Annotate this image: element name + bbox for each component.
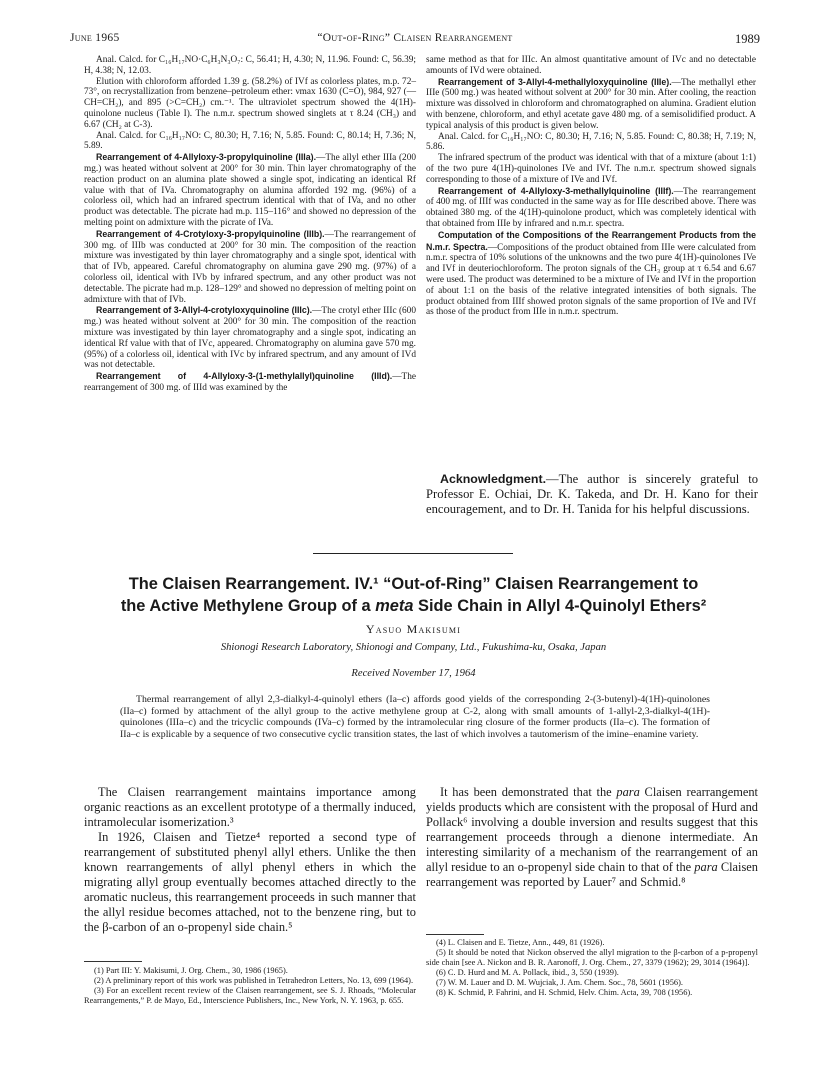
- section-heading: Rearrangement of 4-Crotyloxy-3-propylquinoline (IIIb).: [96, 228, 325, 239]
- paragraph: Rearrangement of 4-Crotyloxy-3-propylquinoline (IIIb).—The rearrangement of 300 mg. of IIIb was conducted at 200° for 30 min. The composition of the reaction mixture was investigated by thin layer chromatography and a single spot, identical with that of IVb, appeared. Careful chromatography on alumina gave 290 mg. (97%) of a colorless oil, identical with IVb by infrared spectrum, and any other product was not detectable. The picrate had m.p. 128–129° and showed no depression of melting point on admixture with that of IVb.: [84, 228, 416, 305]
- author-affiliation: Shionogi Research Laboratory, Shionogi and Company, Ltd., Fukushima-ku, Osaka, Japan: [220, 642, 607, 653]
- paragraph: The infrared spectrum of the product was identical with that of a mixture (about 1:1) of the two pure 4(1H)-quinolones IVe and IVf. The n.m.r. spectrum showed signals corresponding to those of a mixture of IVe and IVf.: [426, 153, 756, 185]
- paragraph: It has been demonstrated that the para Claisen rearrangement yields products which are consistent with the proposal of Hurd and Pollack⁶ involving a double inversion and results suggest that this rearrangement proceeds through a dienone intermediate. An interesting similarity of a mechanism of the rearrangement of an allyl residue to an o-propenyl side chain to that of the para Claisen rearrangement was reported by Lauer⁷ and Schmid.⁸: [426, 785, 759, 889]
- paragraph: Rearrangement of 4-Allyloxy-3-methallylquinoline (IIIf).—The rearrangement of 400 mg. of IIIf was conducted in the same way as for IIIe described above. There was obtained 380 mg. of the 4(1H)-quinolone product, which was completely identical with that obtained from IIIe by infrared and n.m.r. spectra.: [426, 185, 756, 229]
- experimental-column-right: [426, 55, 756, 318]
- paragraph: Anal. Calcd. for C₁₆H₁₇NO: C, 80.30; H, 7.16; N, 5.85. Found: C, 80.14; H, 7.36; N, 5.89.: [84, 130, 416, 152]
- running-header: [70, 32, 760, 48]
- footnote: (8) K. Schmid, P. Fahrini, and H. Schmid, Helv. Chim. Acta, 39, 708 (1956).: [436, 987, 693, 997]
- page-number: 1989: [735, 32, 760, 46]
- paragraph: In 1926, Claisen and Tietze⁴ reported a second type of rearrangement of substituted phenyl allyl ethers. Unlike the then known rearrangements of allyl phenyl ethers in which the migrating allyl group eventually becomes attached directly to the aromatic nucleus, this rearrangement proceeds in such manner that the allyl residue becomes attached, not to the benzene ring, but to the β-carbon of an o-propenyl side chain.⁵: [84, 830, 416, 934]
- section-divider: [313, 553, 513, 554]
- header-date: June 1965: [70, 32, 120, 44]
- footnote: (6) C. D. Hurd and M. A. Pollack, ibid., 3, 550 (1939).: [436, 967, 619, 977]
- section-heading: Rearrangement of 3-Allyl-4-crotyloxyquinoline (IIIc).: [96, 305, 313, 316]
- paragraph: Anal. Calcd. for C₁₆H₁₇NO: C, 80.30; H, 7.16; N, 5.85. Found: C, 80.38; H, 7.19; N, 5.86.: [426, 131, 756, 153]
- footnotes-left: [84, 966, 416, 1006]
- footnote: (2) A preliminary report of this work was published in Tetrahedron Letters, No. 13, 699 (1964).: [94, 975, 414, 985]
- section-heading: Rearrangement of 3-Allyl-4-methallyloxyquinoline (IIIe).: [438, 76, 672, 87]
- paragraph: Anal. Calcd. for C₁₆H₁₇NO·C₆H₃N₃O₇: C, 56.41; H, 4.30; N, 11.96. Found: C, 56.39; H, 4.38; N, 12.03.: [84, 55, 416, 76]
- footnote: (1) Part III: Y. Makisumi, J. Org. Chem., 30, 1986 (1965).: [94, 966, 288, 975]
- section-heading: Computation of the Compositions of the Rearrangement Products from the N.m.r. Spectra.: [426, 229, 756, 252]
- paragraph: Computation of the Compositions of the Rearrangement Products from the N.m.r. Spectra.—Compositions of the product obtained from IIIe were calculated from n.m.r. spectra of 10% solutions of the unknowns and the two pure 4(1H)-quinolones IVe and IVf in deuteriochloroform. The proton signals of the CH₃ group at τ 6.54 and 6.67 were used. The product was determined to be a mixture of IVe and IVf in the proportion of about 1:1 on the basis of the relative integrated intensities of both signals. The product obtained from IIIf showed proton signals of the same proportion of IVe and IVf as those of the product from IIIe in n.m.r. spectrum.: [426, 229, 757, 318]
- paragraph: The Claisen rearrangement maintains importance among organic reactions as an excellent prototype of a thermally induced, intramolecular isomerization.³: [84, 785, 416, 829]
- author-name: Yasuo Makisumi: [365, 622, 462, 636]
- received-date: Received November 17, 1964: [351, 668, 476, 679]
- header-running-title: “Out-of-Ring” Claisen Rearrangement: [317, 32, 513, 44]
- footnote: (4) L. Claisen and E. Tietze, Ann., 449, 81 (1926).: [436, 938, 605, 947]
- experimental-column-left: [84, 55, 416, 394]
- section-heading: Rearrangement of 4-Allyloxy-3-methallylquinoline (IIIf).: [438, 185, 674, 196]
- footnote-rule: [426, 934, 484, 935]
- body-column-right: [426, 785, 758, 890]
- paragraph: Rearrangement of 4-Allyloxy-3-propylquinoline (IIIa).—The allyl ether IIIa (200 mg.) was heated without solvent at 200° for 30 min. Thin layer chromatography of the reaction product on an alumina plate showed a single spot, indicating an identical Rf value with that of IVa. Chromatography on alumina afforded 192 mg. (96%) of a colorless oil, which had an infrared spectrum identical with that of IVa, and no other product was detectable. The picrate had m.p. 115–116° and showed no depression of the melting point on admixture with the picrate of IVa.: [84, 152, 416, 228]
- paragraph: Rearrangement of 3-Allyl-4-crotyloxyquinoline (IIIc).—The crotyl ether IIIc (600 mg.) was heated without solvent at 200° for 30 min. The composition of the reaction mixture was investigated by thin layer chromatography and a single spot, indicating an identical Rf value with that of IVc, appeared. Chromatography on alumina gave 570 mg. (95%) of a colorless oil, identical with IVc by infrared spectrum, and any amount of IVd was not detectable.: [84, 305, 416, 371]
- footnote: (5) It should be noted that Nickon observed the allyl migration to the β-carbon of a p-propenyl side chain [see A. Nickon and B. R. Aaronoff, J. Org. Chem., 27, 3379 (1962); 29, 3014 (1964)].: [426, 947, 758, 967]
- footnote: (7) W. M. Lauer and D. M. Wujciak, J. Am. Chem. Soc., 78, 5601 (1956).: [436, 977, 684, 987]
- paragraph: same method as that for IIIc. An almost quantitative amount of IVc and no detectable amounts of IVd were obtained.: [426, 55, 756, 76]
- abstract: Thermal rearrangement of allyl 2,3-dialkyl-4-quinolyl ethers (Ia–c) affords good yields of the corresponding 2-(3-butenyl)-4(1H)-quinolones (IIa–c) formed by attachment of the allyl group to the active methylene group at C-2, along with small amounts of 1-allyl-2,3-dialkyl-4(1H)-quinolones (IIIa–c) and the tricyclic compounds (IVa–c) formed by the intramolecular ring closure of the former products (IIa–c). The formation of IIa–c is explicable by a sequence of two consecutive cyclic transition states, the last of which involves a tautomerism of the imine–enamine variety.: [120, 694, 710, 740]
- acknowledgment-heading: Acknowledgment.: [440, 472, 547, 486]
- section-heading: Rearrangement of 4-Allyloxy-3-propylquinoline (IIIa).: [96, 152, 317, 163]
- section-heading: Rearrangement of 4-Allyloxy-3-(1-methylallyl)quinoline (IIId).: [96, 371, 393, 382]
- paragraph: Elution with chloroform afforded 1.39 g. (58.2%) of IVf as colorless plates, m.p. 72–73°, on recrystallization from benzene–petroleum ether: νmax 1630 (C=O), 984, 927 (—CH=CH₂), and 895 (>C=CH₂) cm.⁻¹. The ultraviolet spectrum showed the 4(1H)-quinolone nucleus (Table I). The n.m.r. spectrum showed singlets at τ 8.24 (CH₃) and 6.67 (CH₂ at C-3).: [84, 76, 416, 130]
- footnotes-right: [426, 938, 758, 997]
- footnote: (3) For an excellent recent review of the Claisen rearrangement, see S. J. Rhoads, “Molecular Rearrangements,” P. de Mayo, Ed., Interscience Publishers, Inc., New York, N. Y. 1963, p. 655.: [84, 985, 416, 1005]
- body-column-left: [84, 785, 416, 935]
- footnote-rule: [84, 961, 142, 962]
- paragraph: Rearrangement of 3-Allyl-4-methallyloxyquinoline (IIIe).—The methallyl ether IIIe (500 mg.) was heated without solvent at 200° for 30 min. After cooling, the reaction mixture was dissolved in chloroform and chromatographed on alumina. Gradient elution with benzene, chloroform, and ethyl acetate gave 480 mg. of a semisolidified product. A typical analysis of this product is given below.: [426, 76, 757, 131]
- article-title: The Claisen Rearrangement. IV.¹ “Out-of-Ring” Claisen Rearrangement to the Active Methylene Group of a meta Side Chain in Allyl 4-Quinolyl Ethers²: [120, 575, 707, 615]
- acknowledgment: Acknowledgment.—The author is sincerely grateful to Professor E. Ochiai, Dr. K. Takeda, and Dr. H. Kano for their encouragement, and to Dr. H. Tanida for his helpful discussions.: [426, 472, 758, 517]
- paragraph: Rearrangement of 4-Allyloxy-3-(1-methylallyl)quinoline (IIId).—The rearrangement of 300 mg. of IIId was examined by the: [84, 371, 416, 393]
